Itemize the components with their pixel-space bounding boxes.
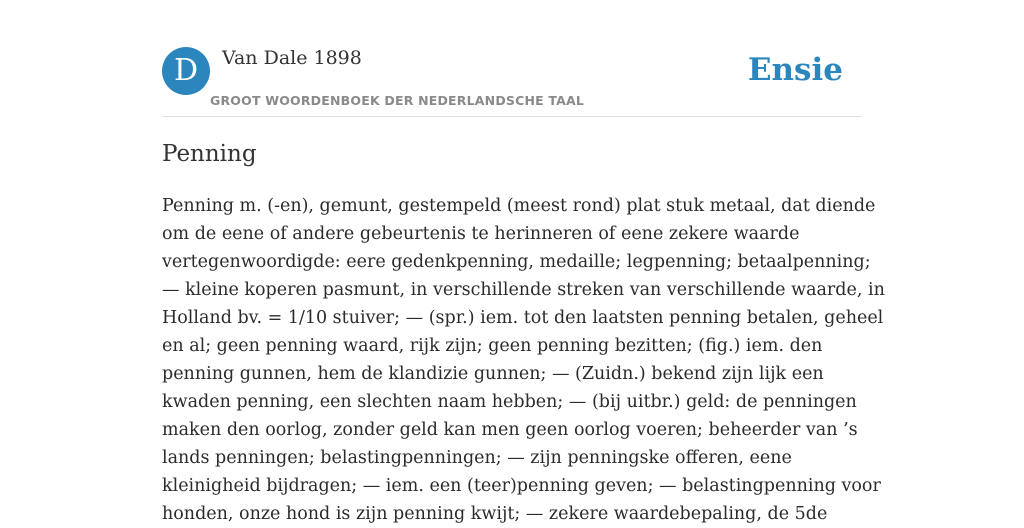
- entry-definition: [162, 192, 885, 528]
- definition-line: vertegenwoordigde: eere gedenkpenning, medaille; legpenning; betaalpenning;: [162, 252, 871, 272]
- dictionary-logo-icon[interactable]: D: [162, 47, 210, 95]
- definition-line: kleinigheid bijdragen; — iem. een (teer)penning geven; — belastingpenning voor: [162, 476, 881, 496]
- definition-line: honden, onze hond is zijn penning kwijt; — zekere waardebepaling, de 5de: [162, 504, 828, 524]
- definition-line: — kleine koperen pasmunt, in verschillende streken van verschillende waarde, in: [162, 280, 885, 300]
- definition-line: Holland bv. = 1/10 stuiver; — (spr.) iem. tot den laatsten penning betalen, geheel: [162, 308, 884, 328]
- dictionary-name-link[interactable]: Van Dale 1898: [222, 47, 362, 69]
- ensie-brand-logo[interactable]: Ensie: [747, 52, 843, 88]
- dictionary-header: [162, 46, 862, 117]
- entry-title: Penning: [162, 141, 257, 167]
- definition-line: en al; geen penning waard, rijk zijn; geen penning bezitten; (fig.) iem. den: [162, 336, 823, 356]
- dictionary-subtitle: GROOT WOORDENBOEK DER NEDERLANDSCHE TAAL: [210, 93, 585, 108]
- definition-line: kwaden penning, een slechten naam hebben; — (bij uitbr.) geld: de penningen: [162, 392, 857, 412]
- definition-line: Penning m. (-en), gemunt, gestempeld (meest rond) plat stuk metaal, dat diende: [162, 196, 876, 216]
- definition-line: om de eene of andere gebeurtenis te herinneren of eene zekere waarde: [162, 224, 800, 244]
- definition-line: lands penningen; belastingpenningen; — zijn penningske offeren, eene: [162, 448, 792, 468]
- definition-line: maken den oorlog, zonder geld kan men geen oorlog voeren; beheerder van ’s: [162, 420, 858, 440]
- definition-line: penning gunnen, hem de klandizie gunnen; — (Zuidn.) bekend zijn lijk een: [162, 364, 824, 384]
